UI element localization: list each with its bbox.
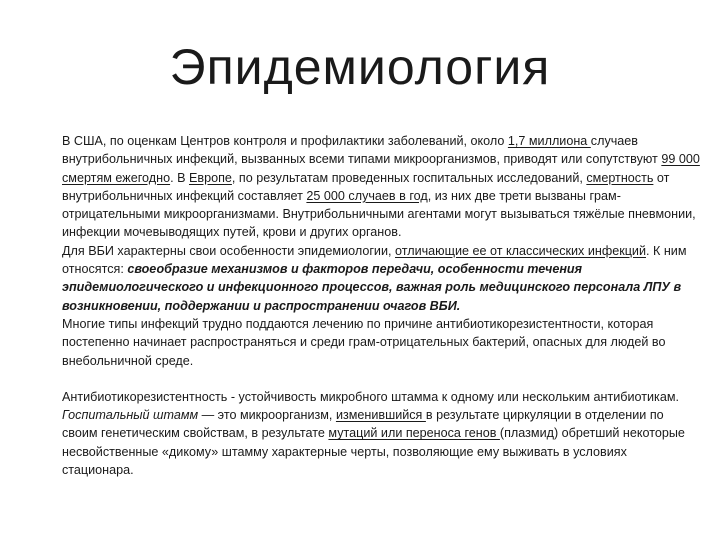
text-run: , из них две трети вызваны грам-отрицательными микроорганизмами. Внутрибольничными агентами могут вызываться тяжёлые пневмонии, инфекции мочевыводящих путей, крови и других органов. <box>62 188 696 240</box>
text-run: Для ВБИ характерны свои особенности эпидемиологии, <box>62 243 395 258</box>
link-99000-deaths[interactable]: 99 000 смертям ежегодно <box>62 152 700 185</box>
text-run: , по результатам проведенных госпитальных исследований, <box>231 170 587 185</box>
slide-body <box>62 132 702 479</box>
paragraph-resistance-definition: Антибиотикорезистентность - устойчивость микробного штамма к одному или нескольким антибиотикам. <box>62 389 679 404</box>
text-run: — это микроорганизм, <box>198 408 336 423</box>
text-run: . К ним относятся: <box>62 243 687 277</box>
link-1-7-million[interactable]: 1,7 миллиона <box>507 134 591 148</box>
text-run: в результате циркуляции в отделении по своим генетическим свойствам, в результате <box>62 408 664 441</box>
term-hospital-strain: Госпитальный штамм <box>62 408 199 423</box>
text-run: . В <box>170 170 189 185</box>
link-mortality[interactable]: смертность <box>586 170 654 185</box>
text-run: от внутрибольничных инфекций составляет <box>62 170 670 203</box>
link-changed[interactable]: изменившийся <box>335 408 426 423</box>
paragraph-epidemiology-features <box>62 242 702 315</box>
emphasis-features-list: своеобразие механизмов и факторов передачи, особенности течения эпидемиологического и инфекционного процессов, важная роль медицинского персонала ЛПУ в возникновении, поддержании и распространении очагов ВБИ. <box>62 262 682 313</box>
paragraph-us-statistics <box>62 132 702 242</box>
paragraph-antibiotic-resistance: Многие типы инфекций трудно поддаются лечению по причине антибиотикорезистентности, которая постепенно начинает распространяться и среди грам-отрицательных бактерий, опасных для людей во внебольничной среде. <box>62 316 666 368</box>
link-europe[interactable]: Европе <box>188 170 232 185</box>
link-25000-cases[interactable]: 25 000 случаев в год <box>306 188 428 203</box>
spacer <box>62 370 702 388</box>
text-run: (плазмид) обретший некоторые несвойственные «дикому» штамму характерные черты, позволяющие ему выживать в условиях стационара. <box>62 426 685 478</box>
slide-title: Эпидемиология <box>169 39 551 95</box>
link-classic-infections[interactable]: отличающие ее от классических инфекций <box>395 243 646 258</box>
text-run: случаев внутрибольничных инфекций, вызванных всеми типами микроорганизмов, приводят или сопутствуют <box>62 134 662 167</box>
link-mutations-gene-transfer[interactable]: мутаций или переноса генов <box>328 426 500 441</box>
text-run: В США, по оценкам Центров контроля и профилактики заболеваний, около <box>62 134 508 148</box>
paragraph-hospital-strain <box>62 406 702 479</box>
